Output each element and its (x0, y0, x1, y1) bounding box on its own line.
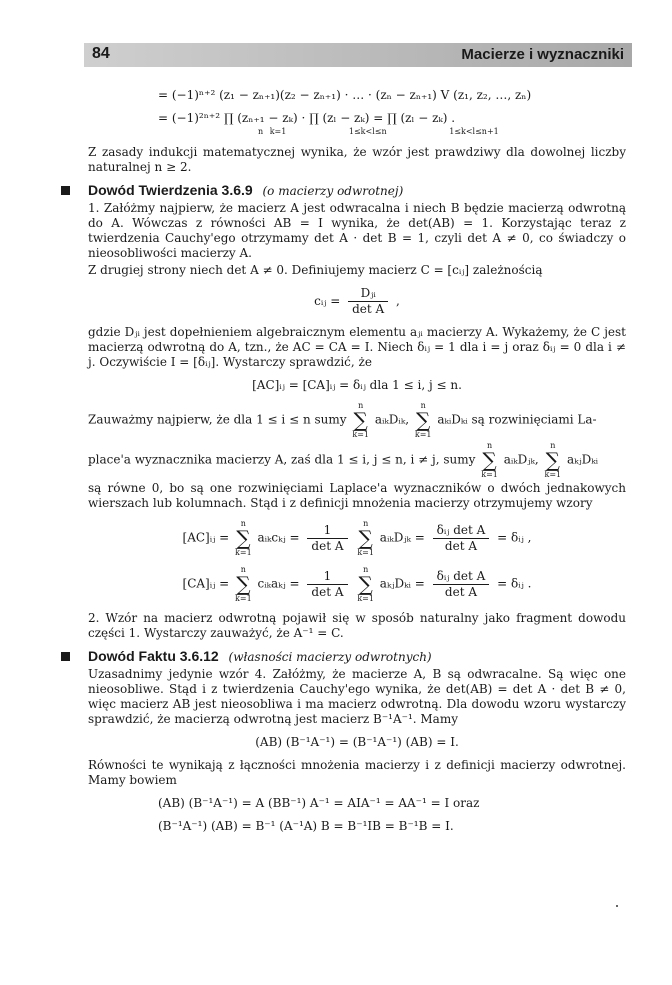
section-bullet-icon (61, 186, 70, 195)
proof-paragraph-4: Zauważmy najpierw, że dla 1 ≤ i ≤ n sumy n ∑ k=1 aᵢₖDᵢₖ, n ∑ k=1 aₖᵢDₖᵢ są rozwinięciami La- (88, 401, 597, 439)
scan-dot (616, 905, 618, 907)
section-proof-fact (88, 649, 626, 665)
section-title: Dowód Faktu 3.6.12 (88, 648, 219, 664)
proof-paragraph-5: place'a wyznacznika macierzy A, zaś dla 1 ≤ i, j ≤ n, i ≠ j, sumy n ∑ k=1 aᵢₖDⱼₖ, n ∑ k=1 aₖⱼDₖᵢ (88, 441, 599, 479)
section-title: Dowód Twierdzenia 3.6.9 (88, 182, 253, 198)
equation-ca: [CA]ᵢⱼ = n ∑ k=1 cᵢₖaₖⱼ = $\frac{1}{\text{det A}}$ n ∑ k=1 aₖⱼDₖᵢ = $\frac{\text{δᵢⱼ det A}}{\text{det A}}$ = δᵢⱼ . (182, 565, 532, 603)
equation-c-definition: cᵢⱼ = $\frac{\text{Dⱼᵢ}}{\text{det A}}$ , (314, 286, 400, 316)
page-header (84, 43, 632, 67)
section-subtitle: (o macierzy odwrotnej) (262, 184, 404, 198)
chapter-title: Macierze i wyznaczniki (461, 46, 624, 63)
fraction: $\frac{\text{Dⱼᵢ}}{\text{det A}}$ (348, 286, 388, 317)
equation-vandermonde-1: = (−1)ⁿ⁺² (z₁ − zₙ₊₁)(z₂ − zₙ₊₁) · … · (zₙ − zₙ₊₁) V (z₁, z₂, …, zₙ) (158, 88, 532, 102)
equation-vandermonde-2: = (−1)²ⁿ⁺² ∏ (zₙ₊₁ − zₖ) · ∏ (zₗ − zₖ) = ∏ (zₗ − zₖ) . n k=1 1≤k<l≤n 1≤k<l≤n+1 (88, 111, 626, 137)
proof-paragraph-7: 2. Wzór na macierz odwrotną pojawił się w sposób naturalny jako fragment dowodu części 1. Wystarczy zauważyć, że A⁻¹ = C. (88, 611, 626, 640)
fact-paragraph-1: Uzasadnimy jedynie wzór 4. Załóżmy, że macierze A, B są odwracalne. Są więc one nieosobliwe. Stąd i z twierdzenia Cauchy'ego wynika, że det(AB) = det A · det B ≠ 0, więc macierz AB jest nieosobliwa i ma macierz odwrotną. Dla dowodu wzoru wystarczy sprawdzić, że macierzą odwrotną jest macierz B⁻¹A⁻¹. Mamy (88, 667, 626, 726)
fact-paragraph-2: Równości te wynikają z łączności mnożenia macierzy i z definicji macierzy odwrotnej. Mamy bowiem (88, 758, 626, 787)
sum-operator: n ∑ k=1 (352, 401, 370, 439)
sum-operator: n ∑ k=1 (544, 441, 562, 479)
induction-paragraph: Z zasady indukcji matematycznej wynika, że wzór jest prawdziwy dla dowolnej liczby naturalnej n ≥ 2. (88, 145, 626, 174)
page-number: 84 (92, 45, 110, 62)
sum-operator: n ∑ k=1 (481, 441, 498, 479)
page-content (88, 80, 626, 842)
equation-chain-2: (B⁻¹A⁻¹) (AB) = B⁻¹ (A⁻¹A) B = B⁻¹IB = B⁻¹B = I. (158, 819, 454, 833)
proof-paragraph-3: gdzie Dⱼᵢ jest dopełnieniem algebraicznym elementu aⱼᵢ macierzy A. Wykażemy, że C jest macierzą odwrotną do A, tzn., że AC = CA = I. Niech δᵢⱼ = 1 dla i = j oraz δᵢⱼ = 0 dla i ≠ j. Oczywiście I = [δᵢⱼ]. Wystarczy sprawdzić, że (88, 325, 626, 369)
proof-paragraph-2: Z drugiej strony niech det A ≠ 0. Definiujemy macierz C = [cᵢⱼ] zależnością (88, 263, 543, 277)
equation-ac: [AC]ᵢⱼ = n ∑ k=1 aᵢₖcₖⱼ = $\frac{1}{\text{det A}}$ n ∑ k=1 aᵢₖDⱼₖ = $\frac{\text{δᵢⱼ det A}}{\text{det A}}$ = δᵢⱼ , (182, 519, 532, 557)
equation-chain-1: (AB) (B⁻¹A⁻¹) = A (BB⁻¹) A⁻¹ = AIA⁻¹ = AA⁻¹ = I oraz (158, 796, 480, 810)
proof-paragraph-6: są równe 0, bo są one rozwinięciami Laplace'a wyznaczników o dwóch jednakowych wierszach lub kolumnach. Stąd i z definicji mnożenia macierzy otrzymujemy wzory (88, 481, 626, 510)
section-proof-theorem (88, 183, 626, 199)
proof-paragraph-1: 1. Załóżmy najpierw, że macierz A jest odwracalna i niech B będzie macierzą odwrotną do A. Wówczas z równości AB = I wynika, że det(AB) = 1. Korzystając teraz z twierdzenia Cauchy'ego otrzymamy det A · det B = 1, czyli det A ≠ 0, co świadczy o nieosobliwości macierzy A. (88, 201, 626, 260)
product-limits: n k=1 1≤k<l≤n 1≤k<l≤n+1 (258, 127, 499, 136)
section-subtitle: (własności macierzy odwrotnych) (228, 650, 432, 664)
equation-check: [AC]ᵢⱼ = [CA]ᵢⱼ = δᵢⱼ dla 1 ≤ i, j ≤ n. (252, 378, 462, 392)
equation-inverse-product: (AB) (B⁻¹A⁻¹) = (B⁻¹A⁻¹) (AB) = I. (255, 735, 459, 749)
sum-operator: n ∑ k=1 (414, 401, 432, 439)
section-bullet-icon (61, 652, 70, 661)
